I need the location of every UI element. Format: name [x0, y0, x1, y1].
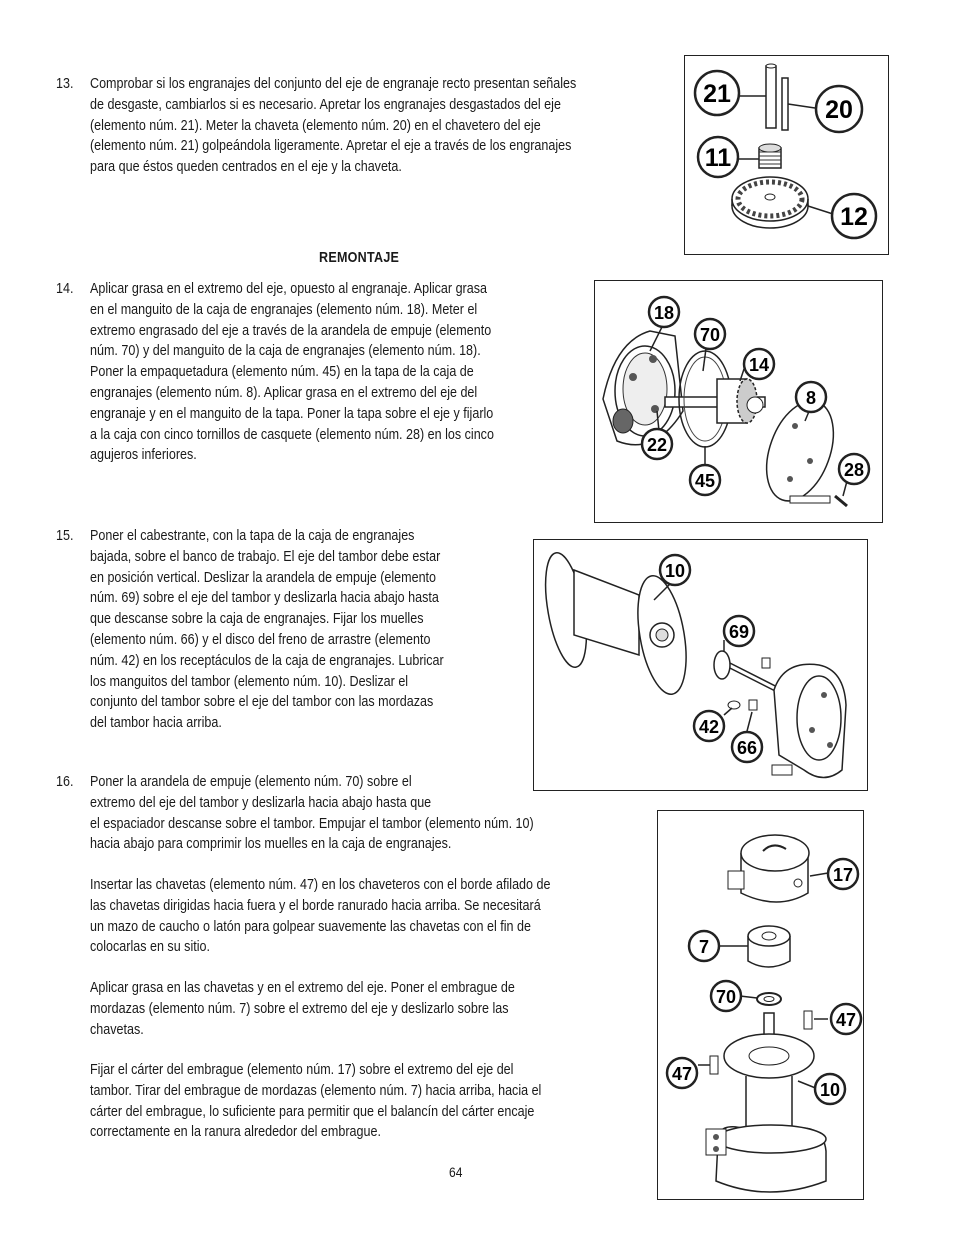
- page-number: 64: [449, 1164, 463, 1180]
- figure-gearbox-assembly: [594, 280, 883, 523]
- callout-66: 66: [736, 738, 758, 758]
- step-16-number: 16.: [56, 774, 74, 790]
- callout-22: 22: [646, 435, 668, 455]
- callout-14: 14: [748, 355, 770, 375]
- step-13-number: 13.: [56, 76, 74, 92]
- step-16-paragraph-clutch: [90, 1060, 541, 1143]
- paragraph-line: las chavetas dirigidas hacia fuera y el borde ranurado hacia arriba. Se necesitará: [90, 897, 541, 914]
- step-14-line: agujeros inferiores.: [90, 447, 197, 464]
- paragraph-line: tambor. Tirar del embrague de mordazas (elemento núm. 7) hacia arriba, hacia el: [90, 1082, 542, 1099]
- step-13-line: para que éstos queden centrados en el eje y la chaveta.: [90, 159, 402, 176]
- callout-18: 18: [653, 303, 675, 323]
- step-16-line: el espaciador descanse sobre el tambor. Empujar el tambor (elemento núm. 10): [90, 815, 534, 832]
- step-15-line: los manguitos del tambor (elemento núm. 10). Deslizar el: [90, 673, 409, 690]
- paragraph-line: un mazo de caucho o latón para golpear suavemente las chavetas con el fin de: [90, 918, 531, 935]
- paragraph-line: cárter del embrague, lo suficiente para permitir que el balancín del cárter encaje: [90, 1103, 535, 1120]
- step-14-number: 14.: [56, 281, 74, 297]
- callout-10: 10: [664, 561, 686, 581]
- figure-clutch-assembly: [657, 810, 864, 1200]
- step-15-line: en posición vertical. Deslizar la arandela de empuje (elemento: [90, 569, 437, 586]
- step-16-line: extremo del eje del tambor y deslizarla hacia abajo hasta que: [90, 794, 432, 811]
- callout-45: 45: [694, 471, 716, 491]
- callout-12: 12: [840, 203, 868, 231]
- step-15-line: bajada, sobre el banco de trabajo. El eje del tambor debe estar: [90, 548, 441, 565]
- paragraph-line: Fijar el cárter del embrague (elemento núm. 17) sobre el extremo del eje del: [90, 1062, 514, 1078]
- callout-47: 47: [835, 1010, 857, 1030]
- step-16-line: hacia abajo para comprimir los muelles en la caja de engranajes.: [90, 836, 452, 853]
- step-13-line: (elemento núm. 21) golpeándola ligeramente. Apretar el eje a través de los engranajes: [90, 138, 572, 155]
- paragraph-line: Insertar las chavetas (elemento núm. 47) en los chaveteros con el borde afilado de: [90, 877, 551, 893]
- step-14-line: Poner la empaquetadura (elemento núm. 45) en la tapa de la caja de: [90, 364, 474, 381]
- callout-21: 21: [703, 80, 731, 108]
- callout-70: 70: [699, 325, 721, 345]
- step-15-line: núm. 69) sobre el eje del tambor y deslizarla hacia abajo hasta: [90, 590, 439, 607]
- callout-70: 70: [715, 987, 737, 1007]
- callout-69: 69: [728, 622, 750, 642]
- step-15-line: del tambor hacia arriba.: [90, 715, 222, 732]
- paragraph-line: colocarlas en su sitio.: [90, 939, 210, 956]
- callout-47: 47: [671, 1064, 693, 1084]
- step-15-line: (elemento núm. 66) y el disco del freno de arrastre (elemento: [90, 631, 431, 648]
- step-14-line: engranajes (elemento núm. 8). Aplicar grasa en el extremo del eje del: [90, 384, 478, 401]
- step-14-line: núm. 70) y del manguito de la caja de engranajes (elemento núm. 18).: [90, 343, 481, 360]
- paragraph-line: Aplicar grasa en las chavetas y en el extremo del eje. Poner el embrague de: [90, 980, 515, 996]
- callout-42: 42: [698, 717, 720, 737]
- figure-drum-assembly: [533, 539, 868, 791]
- step-15-line: conjunto del tambor sobre el eje del tambor con las mordazas: [90, 694, 434, 711]
- step-14-line: a la caja con cinco tornillos de casquete (elemento núm. 28) en los cinco: [90, 426, 494, 443]
- paragraph-line: mordazas (elemento núm. 7) sobre el extremo del eje y deslizarlo sobre las: [90, 1000, 509, 1017]
- callout-8: 8: [805, 388, 817, 408]
- step-14-line: extremo engrasado del eje a través de la arandela de empuje (elemento: [90, 322, 492, 339]
- step-16-paragraph-grease: [90, 978, 515, 1040]
- step-15-line: que descanse sobre la caja de engranajes. Fijar los muelles: [90, 611, 424, 628]
- step-14-line: engranaje y en el manguito de la tapa. Poner la tapa sobre el eje y fijarlo: [90, 405, 494, 422]
- step-13-line: de desgaste, cambiarlos si es necesario. Apretar los engranajes desgastados del eje: [90, 96, 561, 113]
- step-13-line: Comprobar si los engranajes del conjunto del eje de engranaje recto presentan señales: [90, 76, 577, 92]
- callout-11: 11: [704, 144, 732, 172]
- step-15-line: Poner el cabestrante, con la tapa de la caja de engranajes: [90, 528, 415, 544]
- step-14-line: en el manguito de la caja de engranajes (elemento núm. 18). Meter el: [90, 301, 478, 318]
- callout-20: 20: [825, 96, 853, 124]
- step-15-number: 15.: [56, 528, 74, 544]
- callout-10: 10: [819, 1080, 841, 1100]
- callout-17: 17: [832, 865, 854, 885]
- step-15-text: [90, 526, 444, 734]
- step-14-line: Aplicar grasa en el extremo del eje, opuesto al engranaje. Aplicar grasa: [90, 281, 487, 297]
- step-16-text: [90, 772, 534, 855]
- step-13-text: [90, 74, 576, 178]
- callout-28: 28: [843, 460, 865, 480]
- callout-7: 7: [698, 937, 710, 957]
- figure-spur-gear-shaft: [684, 55, 889, 255]
- step-16-paragraph-keys: [90, 875, 550, 958]
- step-13-line: (elemento núm. 21). Meter la chaveta (elemento núm. 20) en el chavetero del eje: [90, 117, 541, 134]
- step-14-text: [90, 279, 494, 466]
- paragraph-line: correctamente en la ranura alrededor del embrague.: [90, 1124, 381, 1141]
- step-16-line: Poner la arandela de empuje (elemento núm. 70) sobre el: [90, 774, 412, 790]
- section-heading: REMONTAJE: [319, 250, 400, 266]
- step-15-line: núm. 42) en los receptáculos de la caja de engranajes. Lubricar: [90, 652, 444, 669]
- paragraph-line: chavetas.: [90, 1021, 144, 1038]
